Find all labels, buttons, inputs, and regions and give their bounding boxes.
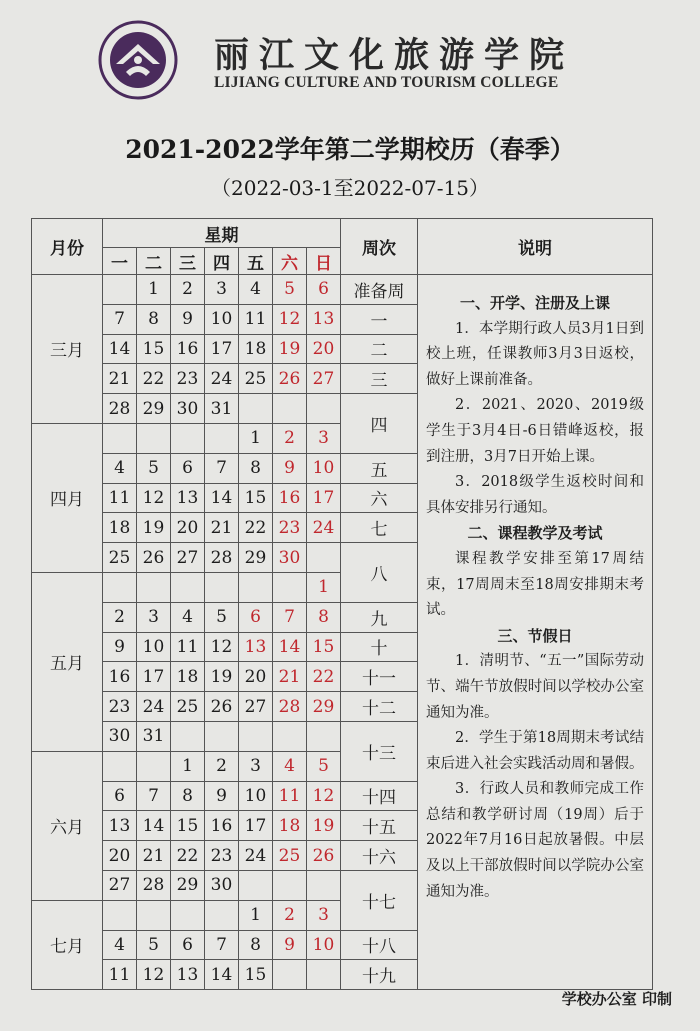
date-cell: 11 <box>171 632 205 662</box>
date-cell: 12 <box>307 781 341 811</box>
date-cell <box>239 870 273 900</box>
date-cell: 3 <box>137 602 171 632</box>
date-cell: 30 <box>103 721 137 751</box>
date-cell: 5 <box>137 930 171 960</box>
date-cell: 28 <box>137 870 171 900</box>
week-number: 一 <box>341 304 418 334</box>
date-cell: 5 <box>273 275 307 305</box>
date-cell <box>171 721 205 751</box>
notes-paragraph: 2．2021、2020、2019级学生于3月4日-6日错峰返校，报到注册，3月7日开始上课。 <box>426 397 644 465</box>
issuer-note: 学校办公室 印制 <box>561 990 672 1008</box>
date-cell: 4 <box>273 751 307 781</box>
week-number: 十六 <box>341 841 418 871</box>
date-cell: 13 <box>307 304 341 334</box>
date-cell: 22 <box>307 662 341 692</box>
date-cell: 28 <box>205 543 239 573</box>
week-number: 八 <box>341 543 418 603</box>
date-cell: 20 <box>171 513 205 543</box>
date-cell <box>103 751 137 781</box>
week-column-header: 周次 <box>341 219 418 275</box>
date-cell: 13 <box>171 960 205 990</box>
date-cell: 6 <box>103 781 137 811</box>
date-cell: 8 <box>171 781 205 811</box>
notes-paragraph: 课程教学安排至第17周结束，17周周末至18周安排期末考试。 <box>426 550 644 619</box>
date-cell <box>273 721 307 751</box>
date-cell: 29 <box>137 394 171 424</box>
date-cell: 25 <box>239 364 273 394</box>
date-cell: 23 <box>171 364 205 394</box>
date-cell: 31 <box>137 721 171 751</box>
date-cell: 5 <box>307 751 341 781</box>
date-cell: 11 <box>103 960 137 990</box>
date-cell: 22 <box>171 841 205 871</box>
date-cell: 19 <box>205 662 239 692</box>
date-cell: 10 <box>307 453 341 483</box>
date-cell: 9 <box>205 781 239 811</box>
week-number: 十七 <box>341 870 418 930</box>
weekday-header: 三 <box>171 248 205 275</box>
date-cell: 16 <box>205 811 239 841</box>
page-title: 2021-2022学年第二学期校历（春季） <box>125 135 575 164</box>
date-cell: 29 <box>239 543 273 573</box>
date-cell: 2 <box>205 751 239 781</box>
date-cell: 27 <box>239 692 273 722</box>
date-cell: 7 <box>205 930 239 960</box>
date-cell: 4 <box>103 453 137 483</box>
date-cell: 17 <box>137 662 171 692</box>
date-cell: 15 <box>171 811 205 841</box>
date-cell: 18 <box>273 811 307 841</box>
date-cell <box>307 721 341 751</box>
date-cell: 4 <box>103 930 137 960</box>
date-cell: 20 <box>103 841 137 871</box>
date-cell <box>171 423 205 453</box>
date-cell: 15 <box>239 960 273 990</box>
date-cell: 14 <box>205 960 239 990</box>
date-cell: 1 <box>171 751 205 781</box>
date-cell: 8 <box>307 602 341 632</box>
date-cell: 21 <box>205 513 239 543</box>
date-cell: 25 <box>273 841 307 871</box>
date-cell <box>137 423 171 453</box>
date-cell <box>205 721 239 751</box>
calendar-table <box>31 218 653 990</box>
date-cell: 8 <box>239 930 273 960</box>
notes-paragraph: 2．学生于第18周期末考试结束后进入社会实践活动周和暑假。 <box>426 730 644 772</box>
college-name-cn: 丽江文化旅游学院 <box>214 35 575 76</box>
table-row <box>32 275 653 305</box>
week-number: 三 <box>341 364 418 394</box>
date-cell: 13 <box>171 483 205 513</box>
date-cell: 14 <box>273 632 307 662</box>
date-cell: 6 <box>307 275 341 305</box>
month-label: 七月 <box>32 900 103 989</box>
date-cell: 11 <box>239 304 273 334</box>
weekday-group-header: 星期 <box>103 219 341 248</box>
date-cell: 6 <box>171 453 205 483</box>
date-cell <box>273 394 307 424</box>
date-cell: 16 <box>273 483 307 513</box>
date-cell: 7 <box>205 453 239 483</box>
week-number: 十四 <box>341 781 418 811</box>
date-cell: 7 <box>137 781 171 811</box>
date-cell: 31 <box>205 394 239 424</box>
notes-paragraph: 3．行政人员和教师完成工作总结和教学研讨周（19周）后于2022年7月16日起放暑假。中层及以上干部放假时间以学院办公室通知为准。 <box>426 781 644 900</box>
date-cell: 29 <box>171 870 205 900</box>
date-cell: 19 <box>137 513 171 543</box>
date-cell: 7 <box>273 602 307 632</box>
date-cell: 27 <box>103 870 137 900</box>
date-cell: 27 <box>307 364 341 394</box>
date-cell: 28 <box>273 692 307 722</box>
date-cell: 6 <box>171 930 205 960</box>
week-number: 十 <box>341 632 418 662</box>
date-cell <box>103 275 137 305</box>
date-cell: 11 <box>273 781 307 811</box>
date-cell <box>137 751 171 781</box>
weekday-header: 日 <box>307 248 341 275</box>
date-cell: 14 <box>137 811 171 841</box>
date-cell: 2 <box>273 900 307 930</box>
date-cell: 26 <box>307 841 341 871</box>
date-cell: 2 <box>171 275 205 305</box>
header-row <box>32 219 653 248</box>
college-emblem-icon <box>98 20 178 100</box>
date-cell: 15 <box>307 632 341 662</box>
date-cell: 25 <box>103 543 137 573</box>
date-cell: 9 <box>273 453 307 483</box>
date-cell <box>205 423 239 453</box>
date-cell: 19 <box>273 334 307 364</box>
date-cell: 17 <box>205 334 239 364</box>
date-cell: 15 <box>239 483 273 513</box>
date-cell <box>273 870 307 900</box>
date-cell: 4 <box>171 602 205 632</box>
date-cell: 24 <box>205 364 239 394</box>
date-cell <box>171 572 205 602</box>
date-cell: 16 <box>103 662 137 692</box>
date-cell <box>307 543 341 573</box>
date-cell: 30 <box>205 870 239 900</box>
date-cell: 14 <box>205 483 239 513</box>
date-cell <box>239 721 273 751</box>
weekday-header: 五 <box>239 248 273 275</box>
week-number: 十三 <box>341 721 418 781</box>
notes-section-title: 三、节假日 <box>497 626 573 645</box>
date-cell: 6 <box>239 602 273 632</box>
date-cell: 1 <box>239 423 273 453</box>
notes-section-title: 一、开学、注册及上课 <box>459 294 610 312</box>
date-cell: 2 <box>273 423 307 453</box>
notes-column-header: 说明 <box>418 219 653 275</box>
date-cell: 24 <box>239 841 273 871</box>
week-number: 四 <box>341 394 418 454</box>
date-cell: 12 <box>205 632 239 662</box>
notes-paragraph: 1．本学期行政人员3月1日到校上班，任课教师3月3日返校，做好上课前准备。 <box>426 320 644 388</box>
weekday-header: 二 <box>137 248 171 275</box>
date-cell: 3 <box>239 751 273 781</box>
date-cell: 12 <box>137 483 171 513</box>
date-cell: 10 <box>137 632 171 662</box>
date-range: （2022-03-1至2022-07-15） <box>211 176 489 200</box>
date-cell: 12 <box>137 960 171 990</box>
notes-cell <box>418 275 653 990</box>
date-cell: 29 <box>307 692 341 722</box>
week-number: 十二 <box>341 692 418 722</box>
date-cell: 10 <box>307 930 341 960</box>
date-cell: 23 <box>273 513 307 543</box>
week-number: 准备周 <box>341 275 418 305</box>
week-number: 七 <box>341 513 418 543</box>
date-cell <box>137 572 171 602</box>
date-cell: 1 <box>239 900 273 930</box>
date-cell: 16 <box>171 334 205 364</box>
date-cell <box>307 394 341 424</box>
date-cell: 26 <box>273 364 307 394</box>
date-cell: 18 <box>103 513 137 543</box>
date-cell: 20 <box>239 662 273 692</box>
week-number: 十九 <box>341 960 418 990</box>
date-cell: 30 <box>171 394 205 424</box>
week-number: 二 <box>341 334 418 364</box>
month-column-header: 月份 <box>32 219 103 275</box>
date-cell <box>307 870 341 900</box>
notes-section-title: 二、课程教学及考试 <box>467 524 603 543</box>
date-cell: 8 <box>137 304 171 334</box>
date-cell: 18 <box>171 662 205 692</box>
week-number: 九 <box>341 602 418 632</box>
date-cell: 5 <box>137 453 171 483</box>
month-label: 四月 <box>32 423 103 572</box>
date-cell: 24 <box>307 513 341 543</box>
month-label: 五月 <box>32 572 103 751</box>
date-cell: 21 <box>103 364 137 394</box>
date-cell <box>171 900 205 930</box>
date-cell: 15 <box>137 334 171 364</box>
date-cell: 7 <box>103 304 137 334</box>
date-cell <box>205 572 239 602</box>
month-label: 六月 <box>32 751 103 900</box>
date-cell: 5 <box>205 602 239 632</box>
date-cell: 27 <box>171 543 205 573</box>
date-cell: 3 <box>307 900 341 930</box>
date-cell <box>239 394 273 424</box>
date-cell: 1 <box>137 275 171 305</box>
date-cell: 20 <box>307 334 341 364</box>
date-cell: 28 <box>103 394 137 424</box>
date-cell: 14 <box>103 334 137 364</box>
date-cell: 1 <box>307 572 341 602</box>
document-header <box>0 0 700 210</box>
date-cell: 3 <box>307 423 341 453</box>
week-number: 五 <box>341 453 418 483</box>
date-cell: 26 <box>137 543 171 573</box>
date-cell <box>307 960 341 990</box>
date-cell: 9 <box>273 930 307 960</box>
date-cell <box>103 900 137 930</box>
date-cell: 22 <box>239 513 273 543</box>
notes-paragraph: 3．2018级学生返校时间和具体安排另行通知。 <box>426 474 644 516</box>
week-number: 六 <box>341 483 418 513</box>
date-cell <box>103 572 137 602</box>
date-cell: 30 <box>273 543 307 573</box>
date-cell: 10 <box>239 781 273 811</box>
date-cell: 2 <box>103 602 137 632</box>
date-cell <box>273 960 307 990</box>
date-cell <box>239 572 273 602</box>
date-cell: 13 <box>239 632 273 662</box>
date-cell: 9 <box>103 632 137 662</box>
date-cell: 25 <box>171 692 205 722</box>
date-cell: 9 <box>171 304 205 334</box>
date-cell <box>137 900 171 930</box>
weekday-header: 一 <box>103 248 137 275</box>
week-number: 十一 <box>341 662 418 692</box>
date-cell: 10 <box>205 304 239 334</box>
date-cell: 4 <box>239 275 273 305</box>
date-cell: 19 <box>307 811 341 841</box>
weekday-header: 六 <box>273 248 307 275</box>
date-cell: 26 <box>205 692 239 722</box>
notes-paragraph: 1．清明节、“五一”国际劳动节、端午节放假时间以学校办公室通知为准。 <box>426 653 644 721</box>
date-cell: 12 <box>273 304 307 334</box>
date-cell: 18 <box>239 334 273 364</box>
date-cell: 22 <box>137 364 171 394</box>
date-cell: 13 <box>103 811 137 841</box>
date-cell: 17 <box>239 811 273 841</box>
date-cell: 11 <box>103 483 137 513</box>
week-number: 十五 <box>341 811 418 841</box>
date-cell: 8 <box>239 453 273 483</box>
date-cell: 21 <box>137 841 171 871</box>
week-number: 十八 <box>341 930 418 960</box>
date-cell: 21 <box>273 662 307 692</box>
date-cell: 24 <box>137 692 171 722</box>
date-cell: 17 <box>307 483 341 513</box>
weekday-header: 四 <box>205 248 239 275</box>
date-cell <box>103 423 137 453</box>
date-cell <box>205 900 239 930</box>
date-cell: 3 <box>205 275 239 305</box>
date-cell: 23 <box>103 692 137 722</box>
month-label: 三月 <box>32 275 103 424</box>
college-name-en: LIJIANG CULTURE AND TOURISM COLLEGE <box>214 74 559 91</box>
date-cell <box>273 572 307 602</box>
date-cell: 23 <box>205 841 239 871</box>
